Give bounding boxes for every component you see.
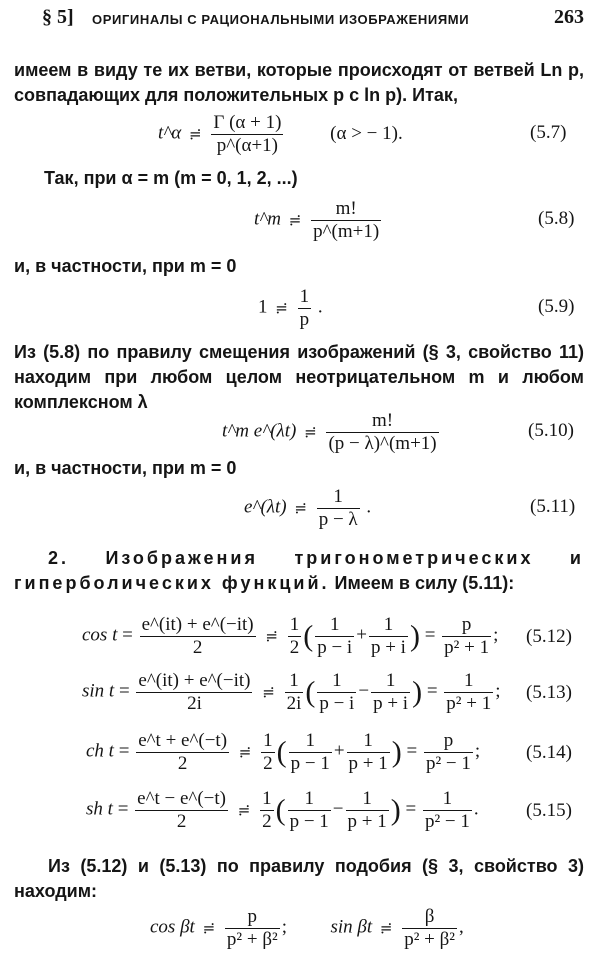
fraction [346,788,389,833]
numerator: 1 [333,486,343,507]
denominator: p² + β² [226,928,278,950]
heading-rest: Имеем в силу (5.11): [329,573,515,593]
fraction [371,670,410,715]
paragraph-4: Из (5.8) по правилу смещения изображений (§ 3, свойство 11) находим при любом целом неотрицательном m и любом комплексном λ [14,342,584,412]
fraction [347,730,390,775]
eq-condition: (α > − 1). [330,122,403,144]
fraction [423,788,472,833]
denominator: 2 [135,810,228,833]
numerator: Γ (α + 1) [213,112,282,133]
equation-label: (5.8) [538,208,575,229]
numerator: e^(it) + e^(−it) [138,670,251,691]
denominator: p − λ [318,508,358,530]
fraction [260,788,274,833]
numerator: e^t + e^(−t) [138,730,228,751]
numerator: 1 [463,670,474,691]
numerator: m! [335,198,357,219]
fraction [402,906,457,951]
numerator: e^t − e^(−t) [137,788,226,809]
corresponds-sign: ≓ [189,126,202,143]
running-header [42,6,584,32]
close-paren: ) [412,675,423,709]
equation-label: (5.14) [526,742,572,763]
equation-label: (5.11) [530,496,576,517]
denominator: p + i [370,636,406,658]
eq-tail: , [459,916,464,938]
open-paren: ( [275,793,286,827]
fraction [285,670,304,715]
numerator: 1 [289,670,299,691]
fraction [315,614,354,659]
numerator: 1 [332,670,342,691]
numerator: 1 [305,730,315,751]
denominator: p − i [317,636,353,658]
open-paren: ( [303,619,314,653]
denominator: 2 [262,810,272,832]
equation-5-10 [222,410,441,455]
corresponds-sign: ≓ [294,500,307,517]
eq-tail: ; [495,680,501,702]
fraction [442,614,491,659]
heading-spaced: 2. Изображения тригонометрических и гиперболических функций. [14,548,584,593]
eq-tail: ; [474,740,481,762]
equation-5-8 [254,198,383,243]
page-number: 263 [554,6,584,28]
fraction [311,198,381,243]
fraction [424,730,473,775]
fraction [288,614,302,659]
numerator: m! [371,410,394,431]
corresponds-sign: ≓ [262,684,275,701]
numerator: β [424,906,435,927]
denominator: 2i [136,692,252,715]
numerator: 1 [262,788,272,809]
denominator: p + 1 [347,810,387,832]
eq-lhs: t^m [254,208,282,230]
numerator: 1 [385,670,396,691]
denominator: p − 1 [290,752,330,774]
corresponds-sign: ≓ [288,212,302,229]
equation-5-15: sh t = $\frac{e\^{}t - e\^{}(-t)}{2}$ ≓ $\frac{1}{2}$ ( $\frac{1}{p - 1}$ − $\frac{1}{p + 1}$ ) = $\frac{1}{\text{p² − 1}}$ . [86,788,479,832]
equation-label: (5.15) [526,800,572,821]
fraction [136,670,252,715]
denominator: (p − λ)^(m+1) [328,432,437,454]
eq-lhs: cos βt [150,916,195,938]
equation-5-13: sin t = $\frac{e\^{}(it) + e\^{}(-it)}{2i}$ ≓ $\frac{1}{2i}$ ( $\frac{1}{p - i}$ − $\frac{1}{p + i}$ ) = $\frac{1}{\text{p² + 1}}$ ; [82,670,501,714]
denominator: p + i [373,692,409,714]
eq-fn: ch t [86,740,114,762]
equation-label: (5.9) [538,296,575,317]
corresponds-sign: ≓ [202,920,216,937]
eq-lhs: t^m e^(λt) [222,420,297,442]
numerator: 1 [383,614,394,635]
denominator: 2 [263,752,273,774]
fraction [211,112,283,157]
denominator: p² + β² [404,928,455,950]
paragraph-2: Так, при α = m (m = 0, 1, 2, ...) [44,168,298,188]
denominator: 2 [136,752,229,775]
denominator: p² + 1 [444,636,490,658]
corresponds-sign: ≓ [237,802,251,819]
operator: − [358,680,370,702]
numerator: p [247,906,258,927]
equation-5-14: ch t = $\frac{e\^{}t + e\^{}(-t)}{2}$ ≓ $\frac{1}{2}$ ( $\frac{1}{p - 1}$ + $\frac{1}{p + 1}$ ) = $\frac{p}{\text{p² − 1}}$ ; [86,730,481,774]
equation-label: (5.12) [526,626,572,647]
corresponds-sign: ≓ [265,628,278,645]
eq-fn: sh t [86,798,113,820]
numerator: 1 [362,788,372,809]
equation-final [150,906,464,951]
open-paren: ( [305,675,316,709]
numerator: p [461,614,472,635]
operator: + [333,740,345,762]
denominator: 2 [289,636,300,658]
eq-fn: sin t [82,680,115,702]
equation-5-9 [258,286,323,331]
fraction [444,670,493,715]
operator: − [332,798,344,820]
fraction [369,614,408,659]
equation-5-7 [158,112,403,157]
denominator: p^(α+1) [211,134,283,157]
paragraph-7: Из (5.12) и (5.13) по правилу подобия (§ 3, свойство 3) находим: [14,856,584,901]
paragraph-5: и, в частности, при m = 0 [14,458,237,478]
eq-tail: . [366,496,372,518]
corresponds-sign: ≓ [275,300,288,317]
fraction [135,788,228,833]
fraction [140,614,256,659]
open-paren: ( [276,735,287,769]
denominator: p − i [319,692,355,714]
numerator: e^(it) + e^(−it) [141,614,254,635]
fraction [288,788,331,833]
numerator: 1 [289,614,300,635]
eq-tail: . [473,798,479,820]
close-paren: ) [391,735,402,769]
fraction [317,670,356,715]
equation-5-11 [244,486,371,531]
numerator: 1 [304,788,314,809]
eq-fn: cos t [82,624,118,646]
equation-label: (5.7) [530,122,567,143]
fraction [261,730,275,775]
denominator: 2i [286,692,302,714]
fraction [326,410,438,455]
denominator: p² − 1 [425,752,471,774]
fraction [289,730,332,775]
equation-label: (5.10) [528,420,574,441]
paragraph-6 [14,546,584,596]
close-paren: ) [390,793,401,827]
fraction [225,906,280,951]
numerator: p [443,730,454,751]
eq-lhs: sin βt [330,916,373,938]
denominator: 2 [140,636,256,659]
close-paren: ) [409,619,420,653]
fraction [298,286,312,331]
numerator: 1 [329,614,340,635]
eq-tail: . [317,296,323,318]
paragraph-3: и, в частности, при m = 0 [14,256,237,276]
eq-tail: ; [493,624,499,646]
denominator: p² − 1 [424,810,470,832]
numerator: 1 [442,788,453,809]
numerator: 1 [299,286,310,307]
denominator: p [299,308,310,330]
separator: ; [281,916,287,938]
paragraph-1: имеем в виду те их ветви, которые происходят от ветвей Ln p, совпадающих для положительных p с ln p). Итак, [14,60,584,105]
denominator: p + 1 [348,752,388,774]
denominator: p² + 1 [446,692,492,714]
numerator: 1 [363,730,373,751]
denominator: p − 1 [289,810,329,832]
corresponds-sign: ≓ [379,920,393,937]
eq-lhs: e^(λt) [244,496,287,518]
section-mark: § 5] [42,6,74,28]
numerator: 1 [263,730,273,751]
fraction [136,730,229,775]
chapter-title: ОРИГИНАЛЫ С РАЦИОНАЛЬНЫМИ ИЗОБРАЖЕНИЯМИ [92,12,470,27]
corresponds-sign: ≓ [238,744,252,761]
eq-lhs: t^α [158,122,182,144]
operator: + [356,624,367,646]
equation-5-12: cos t = $\frac{e\^{}(it) + e\^{}(-it)}{2}$ ≓ $\frac{1}{2}$ ( $\frac{1}{p - i}$ + $\frac{1}{p + i}$ ) = $\frac{p}{\text{p² + 1}}$ ; [82,614,499,658]
equation-label: (5.13) [526,682,572,703]
corresponds-sign: ≓ [304,424,317,441]
denominator: p^(m+1) [313,220,380,242]
fraction [317,486,360,531]
eq-lhs: 1 [258,296,268,318]
